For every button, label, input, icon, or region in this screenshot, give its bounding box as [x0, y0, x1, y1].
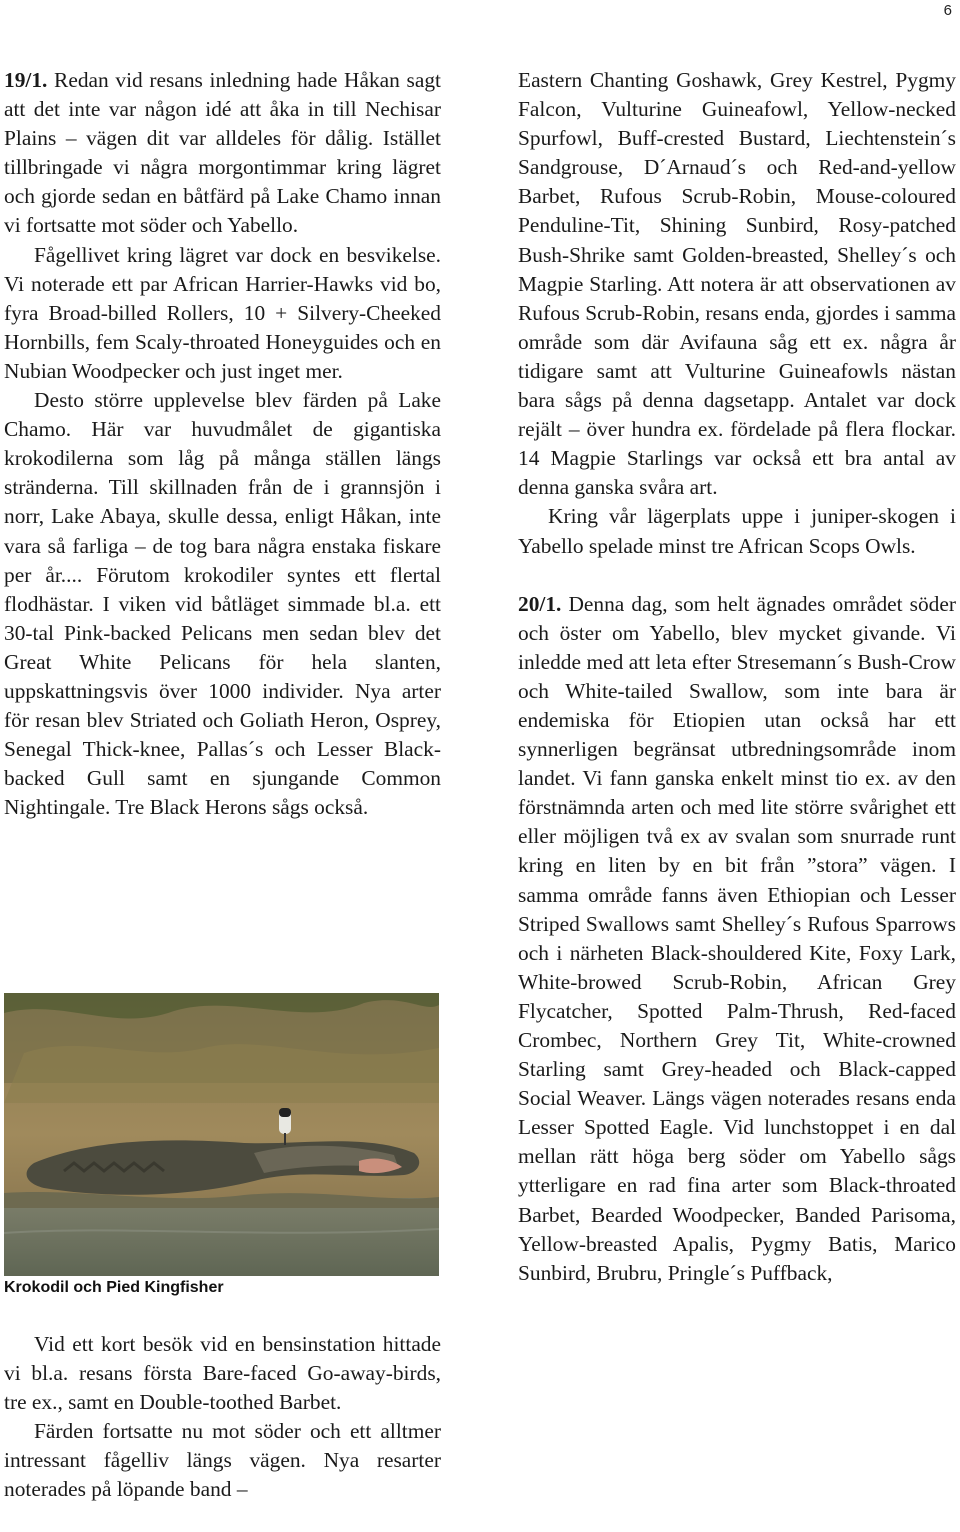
paragraph-lake-chamo: Desto större upplevelse blev färden på Lake Chamo. Här var huvudmålet de gigantiska krokodilerna som låg på många ställen längs stränderna. Till skillnaden från de i grannsjön i norr, Lake Abaya, skulle dessa, enligt Håkan, inte vara så farliga – de tog bara några enstaka fiskare per år.... Förutom krokodiler syntes ett flertal flodhästar. I viken vid båtläget simmade bl.a. ett 30-tal Pink-backed Pelicans men sedan blev det Great White Pelicans för hela slanten, uppskattningsvis över 1000 individer. Nya arter för resan blev Striated och Goliath Heron, Osprey, Senegal Thick-knee, Pallas´s och Lesser Black-backed Gull samt en sjungande Common Nightingale. Tre Black Herons sågs också.: [4, 388, 441, 820]
paragraph-19-jan: [4, 66, 441, 241]
paragraph-fagellivet: Fågellivet kring lägret var dock en besvikelse. Vi noterade ett par African Harrier-Hawks vid bo, fyra Broad-billed Rollers, 10 + Silvery-Cheeked Hornbills, fem Scaly-throated Honeyguides och en Nubian Woodpecker och just inget mer.: [4, 242, 441, 383]
crocodile-photo: [4, 993, 439, 1276]
paragraph-text: Denna dag, som helt ägnades området söder och öster om Yabello, blev mycket givande. Vi inledde med att leta efter Stresemann´s Bush-Crow och White-tailed Swallow, som inte bara är endemiska för Etiopien utan också har ett synnerligen begränsat utbredningsområde inom landet. Vi fann ganska enkelt minst tio ex. av den förstnämnda arten och med lite större svårighet ett eller möjligen två ex av svalan som snurrade runt kring en liten by en bit från ”stora” vägen. I samma område fanns även Ethiopian och Lesser Striped Swallows samt Shelley´s Rufous Sparrows och i närheten Black-shouldered Kite, Foxy Lark, White-browed Scrub-Robin, African Grey Flycatcher, Spotted Palm-Thrush, Red-faced Crombec, Northern Grey Tit, White-crowned Starling samt Grey-headed och Black-capped Social Weaver. Längs vägen noterades resans enda Lesser Spotted Eagle. Vid lunchstoppet i en dal mellan rätt höga berg söder om Yabello sågs ytterligare en rad fina arter som Black-throated Barbet, Bearded Woodpecker, Banded Parisoma, Yellow-breasted Apalis, Pygmy Batis, Marico Sunbird, Brubru, Pringle´s Puffback,: [518, 591, 956, 1285]
paragraph-text: Redan vid resans inledning hade Håkan sagt att det inte var någon idé att åka in till Nechisar Plains – vägen dit var alldeles för dålig. Istället tillbringade vi några morgontimmar kring lägret och gjorde sedan en båtfärd på Lake Chamo innan vi fortsatte mot söder och Yabello.: [4, 68, 441, 238]
photo-caption: Krokodil och Pied Kingfisher: [4, 1279, 224, 1296]
right-column: [518, 66, 956, 1288]
left-column: [4, 66, 441, 822]
date-heading: 19/1.: [4, 68, 48, 92]
paragraph-lagerplats: Kring vår lägerplats uppe i juniper-skogen i Yabello spelade minst tre African Scops Owls.: [518, 504, 956, 558]
page-number: 6: [943, 2, 952, 19]
paragraph-gap: [518, 561, 956, 590]
paragraph-farden: Färden fortsatte nu mot söder och ett alltmer intressant fågelliv längs vägen. Nya resarter noterades på löpande band –: [4, 1419, 441, 1502]
left-column-bottom: [4, 1330, 441, 1505]
paragraph-species-list: Eastern Chanting Goshawk, Grey Kestrel, Pygmy Falcon, Vulturine Guineafowl, Yellow-necked Spurfowl, Buff-crested Bustard, Liechtenstein´s Sandgrouse, D´Arnaud´s och Red-and-yellow Barbet, Rufous Scrub-Robin, Mouse-coloured Penduline-Tit, Shining Sunbird, Rosy-patched Bush-Shrike samt Golden-breasted, Shelley´s och Magpie Starling. Att notera är att observationen av Rufous Scrub-Robin, resans enda, gjordes i samma område som där Avifauna såg ett ex. några år tidigare samt att Vulturine Guineafowls nästan bara sågs på denna dagsetapp. Antalet var dock rejält – över hundra ex. fördelade på flera flockar. 14 Magpie Starlings var också ett bra antal av denna ganska svåra art.: [518, 68, 956, 500]
date-heading: 20/1.: [518, 591, 562, 616]
paragraph-20-jan: [518, 590, 956, 1288]
paragraph-bensinstation: Vid ett kort besök vid en bensinstation hittade vi bl.a. resans första Bare-faced Go-away-birds, tre ex., samt en Double-toothed Barbet.: [4, 1332, 441, 1415]
